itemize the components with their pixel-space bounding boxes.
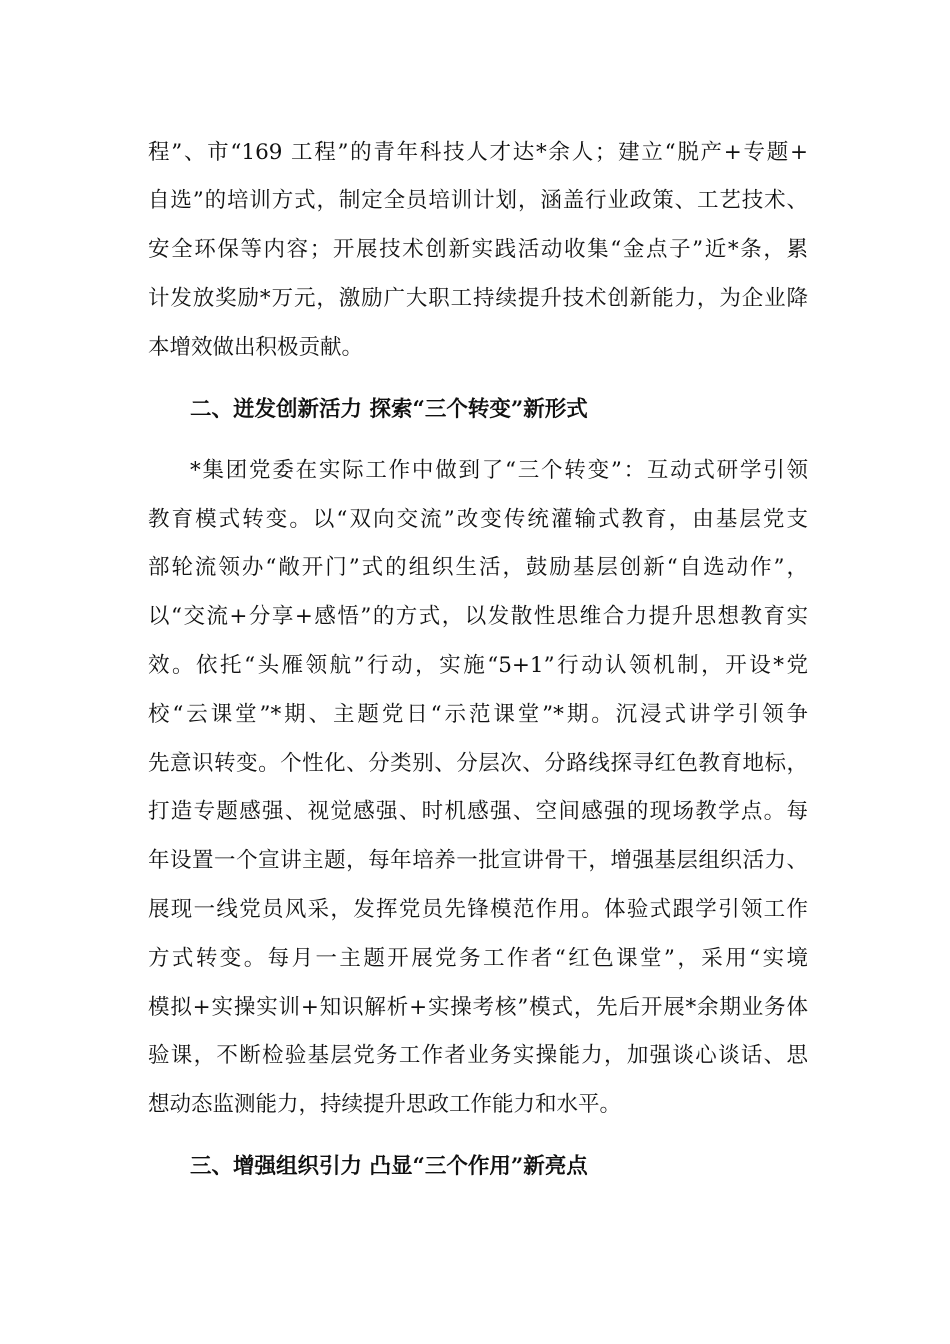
text-line: 程”、市“169 工程”的青年科技人才达*余人；建立“脱产+专题+ — [148, 140, 808, 165]
text-line: 本增效做出积极贡献。 — [148, 335, 364, 360]
text-line: 效。依托“头雁领航”行动，实施“5+1”行动认领机制，开设*党 — [148, 653, 808, 678]
text-line: 以“交流+分享+感悟”的方式，以发散性思维合力提升思想教育实 — [148, 604, 808, 629]
text-line: 部轮流领办“敞开门”式的组织生活，鼓励基层创新“自选动作”， — [148, 555, 808, 580]
text-line: 模拟+实操实训+知识解析+实操考核”模式，先后开展*余期业务体 — [148, 995, 808, 1020]
text-line: 打造专题感强、视觉感强、时机感强、空间感强的现场教学点。每 — [148, 799, 808, 824]
text-line: 方式转变。每月一主题开展党务工作者“红色课堂”，采用“实境 — [148, 946, 808, 971]
section-heading-3: 三、增强组织引力 凸显“三个作用”新亮点 — [190, 1154, 588, 1179]
text-line: 年设置一个宣讲主题，每年培养一批宣讲骨干，增强基层组织活力、 — [148, 848, 808, 873]
section-heading-2: 二、迸发创新活力 探索“三个转变”新形式 — [190, 397, 588, 422]
text-line: 计发放奖励*万元，激励广大职工持续提升技术创新能力，为企业降 — [148, 286, 808, 311]
text-line: 展现一线党员风采，发挥党员先锋模范作用。体验式跟学引领工作 — [148, 897, 808, 922]
text-line: 验课，不断检验基层党务工作者业务实操能力，加强谈心谈话、思 — [148, 1043, 808, 1068]
text-line: 校“云课堂”*期、主题党日“示范课堂”*期。沉浸式讲学引领争 — [148, 702, 808, 727]
text-line: 想动态监测能力，持续提升思政工作能力和水平。 — [148, 1092, 622, 1117]
text-line: 安全环保等内容；开展技术创新实践活动收集“金点子”近*条，累 — [148, 237, 808, 262]
text-line: 教育模式转变。以“双向交流”改变传统灌输式教育，由基层党支 — [148, 507, 808, 532]
text-line: 先意识转变。个性化、分类别、分层次、分路线探寻红色教育地标， — [148, 751, 808, 776]
text-line: *集团党委在实际工作中做到了“三个转变”：互动式研学引领 — [190, 458, 808, 483]
text-line: 自选”的培训方式，制定全员培训计划，涵盖行业政策、工艺技术、 — [148, 188, 808, 213]
